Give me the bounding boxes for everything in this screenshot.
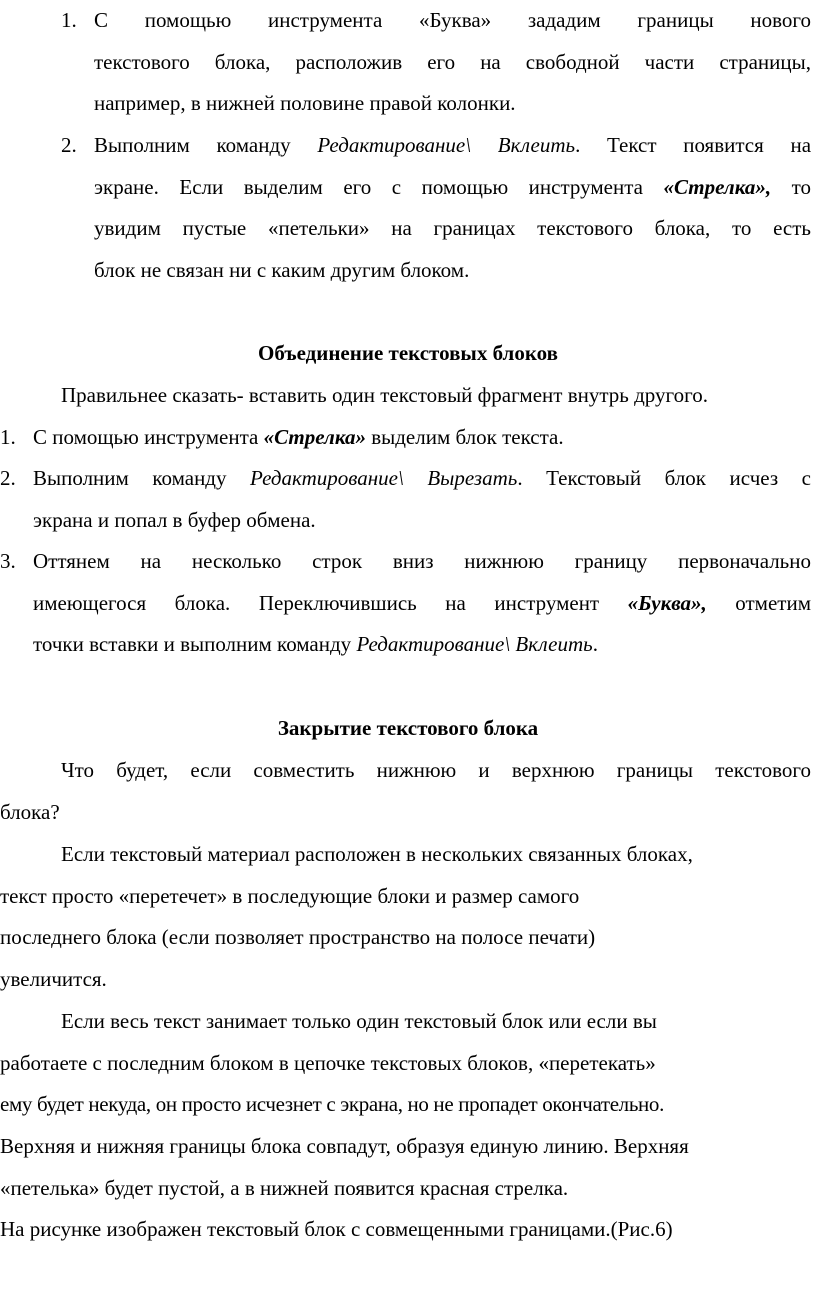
- text-line: Оттянем на несколько строк вниз нижнюю границу первоначально: [33, 549, 811, 573]
- text-line: последнего блока (если позволяет пространство на полосе печати): [0, 925, 596, 950]
- list-number: 2.: [61, 133, 77, 157]
- list-number: 2.: [0, 466, 16, 490]
- paragraph: [0, 1001, 816, 1251]
- menu-command: Редактирование\ Вклеить: [317, 133, 576, 157]
- text-line: Правильнее сказать- вставить один текстовый фрагмент внутрь другого.: [61, 383, 708, 407]
- text-line: Если весь текст занимает только один текстовый блок или если вы: [61, 1009, 657, 1033]
- text-line: Что будет, если совместить нижнюю и верхнюю границы текстового: [61, 758, 811, 782]
- paragraph: [0, 750, 811, 833]
- text-line: ему будет некуда, он просто исчезнет с экрана, но не пропадет окончательно.: [0, 1092, 664, 1117]
- list-number: 1.: [61, 8, 77, 32]
- text-line: На рисунке изображен текстовый блок с совмещенными границами.(Рис.6): [0, 1217, 673, 1242]
- text-line: точки вставки и выполним команду Редактирование\ Вклеить.: [33, 632, 598, 657]
- section-heading: Объединение текстовых блоков: [258, 341, 558, 365]
- text-line: С помощью инструмента «Буква» зададим границы нового: [94, 8, 811, 32]
- text-line: «петелька» будет пустой, а в нижней появится красная стрелка.: [0, 1175, 569, 1200]
- text-line: экране. Если выделим его с помощью инструмента «Стрелка», то: [94, 174, 811, 199]
- text-line: увидим пустые «петельки» на границах текстового блока, то есть: [94, 216, 811, 241]
- list-number: 1.: [0, 425, 16, 449]
- text-line: текст просто «перетечет» в последующие блоки и размер самого: [0, 883, 580, 908]
- paragraph: [61, 375, 708, 417]
- text-line: Выполним команду Редактирование\ Вклеить. Текст появится на: [94, 133, 811, 157]
- text-line: Выполним команду Редактирование\ Вырезать. Текстовый блок исчез с: [33, 466, 811, 490]
- text-line: Верхняя и нижняя границы блока совпадут, образуя единую линию. Верхняя: [0, 1134, 689, 1159]
- list-number: 3.: [0, 549, 16, 573]
- text-line: блок не связан ни с каким другим блоком.: [94, 258, 470, 283]
- text-line: экрана и попал в буфер обмена.: [33, 507, 316, 532]
- text-line: например, в нижней половине правой колонки.: [94, 91, 516, 116]
- tool-name: «Буква»,: [627, 590, 707, 615]
- tool-name: «Стрелка»: [263, 425, 366, 449]
- menu-command: Редактирование\ Вырезать: [250, 466, 518, 490]
- text-line: Если текстовый материал расположен в нескольких связанных блоках,: [61, 842, 693, 866]
- text-line: блока?: [0, 799, 60, 824]
- paragraph: [0, 834, 811, 1001]
- tool-name: «Стрелка»,: [663, 174, 772, 199]
- text-line: текстового блока, расположив его на свободной части страницы,: [94, 49, 811, 74]
- section-heading: Закрытие текстового блока: [277, 716, 539, 740]
- text-line: имеющегося блока. Переключившись на инструмент «Буква», отметим: [33, 590, 811, 615]
- text-line: С помощью инструмента «Стрелка» выделим блок текста.: [33, 425, 564, 449]
- text-line: работаете с последним блоком в цепочке текстовых блоков, «перетекать»: [0, 1050, 656, 1075]
- text-line: увеличится.: [0, 967, 107, 992]
- menu-command: Редактирование\ Вклеить: [356, 632, 593, 657]
